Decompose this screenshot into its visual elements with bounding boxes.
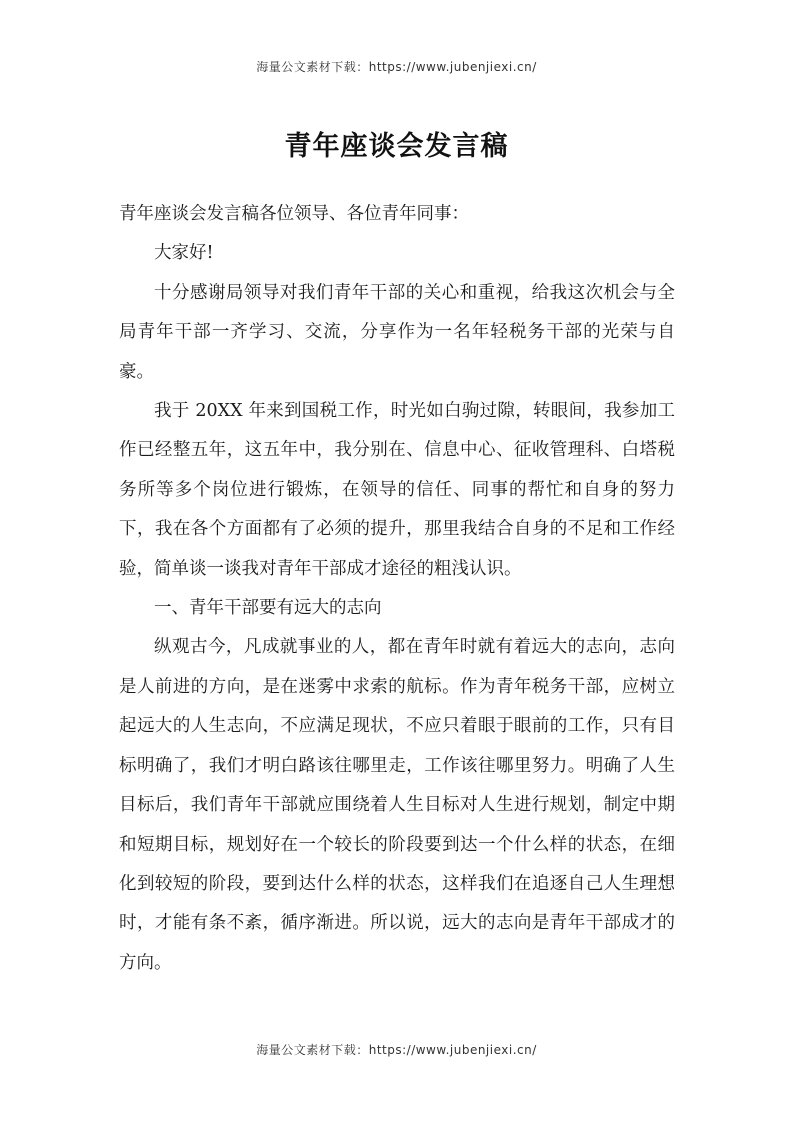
body-paragraph: 我于 20XX 年来到国税工作，时光如白驹过隙，转眼间，我参加工作已经整五年，这五年中，我分别在、信息中心、征收管理科、白塔税务所等多个岗位进行锻炼，在领导的信任、同事的帮忙和自身的努力下，我在各个方面都有了必须的提升，那里我结合自身的不足和工作经验，简单谈一谈我对青年干部成才途径的粗浅认识。	[119, 401, 675, 579]
body-paragraph: 纵观古今，凡成就事业的人，都在青年时就有着远大的志向，志向是人前进的方向，是在迷雾中求索的航标。作为青年税务干部，应树立起远大的人生志向，不应满足现状，不应只着眼于眼前的工作，只有目标明确了，我们才明白路该往哪里走，工作该往哪里努力。明确了人生目标后，我们青年干部就应围绕着人生目标对人生进行规划，制定中期和短期目标，规划好在一个较长的阶段要到达一个什么样的状态，在细化到较短的阶段，要到达什么样的状态，这样我们在追逐自己人生理想时，才能有条不紊，循序渐进。所以说，远大的志向是青年干部成才的方向。	[119, 637, 675, 973]
document-title: 青年座谈会发言稿	[284, 131, 509, 162]
body-paragraph: 十分感谢局领导对我们青年干部的关心和重视，给我这次机会与全局青年干部一齐学习、交流，分享作为一名年轻税务干部的光荣与自豪。	[119, 282, 675, 382]
document-body	[119, 195, 675, 983]
page-header: 海量公文素材下载：https://www.jubenjiexi.cn/	[256, 60, 537, 74]
greeting-paragraph: 大家好!	[154, 243, 214, 264]
salutation-paragraph: 青年座谈会发言稿各位领导、各位青年同事：	[119, 204, 469, 224]
section-heading: 一、青年干部要有远大的志向	[154, 598, 382, 619]
page-footer: 海量公文素材下载：https://www.jubenjiexi.cn/	[256, 1043, 537, 1057]
